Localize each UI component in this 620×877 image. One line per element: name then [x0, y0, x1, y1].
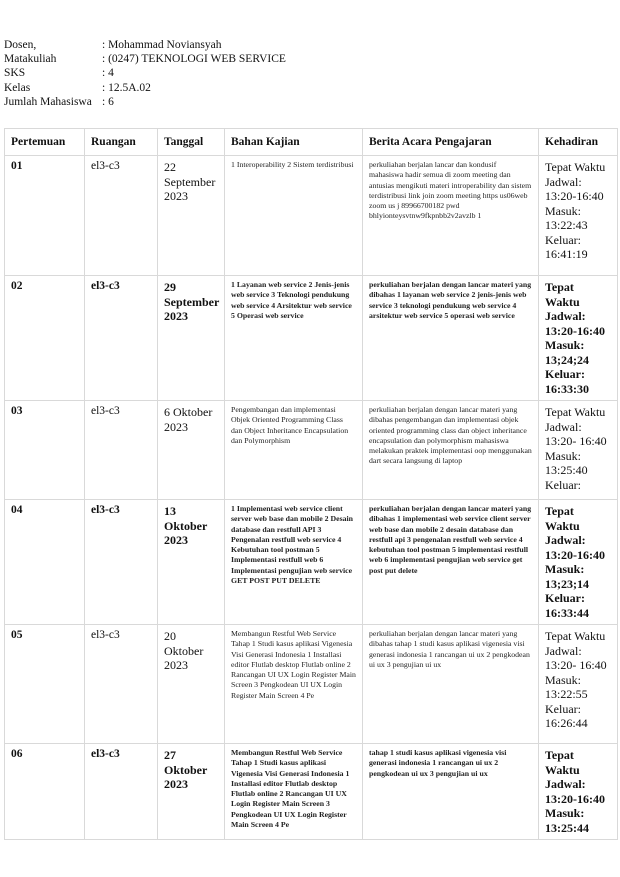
pertemuan-cell: 01 — [5, 156, 85, 276]
kehadiran-line: Jadwal: — [545, 643, 582, 658]
tanggal-line: Oktober — [164, 518, 208, 533]
kehadiran-line: Tepat Waktu — [545, 748, 580, 777]
kehadiran-line: Masuk: — [545, 562, 585, 576]
kehadiran-line: 13;23;14 — [545, 576, 589, 591]
kehadiran-line: Jadwal: — [545, 533, 586, 547]
tanggal-line: 2023 — [164, 419, 188, 434]
kehadiran-line: Keluar: — [545, 701, 581, 716]
info-value-matakuliah: : (0247) TEKNOLOGI WEB SERVICE — [102, 53, 286, 66]
column-header-kehadiran: Kehadiran — [539, 129, 618, 156]
kehadiran-line: Masuk: — [545, 203, 581, 218]
kehadiran-line: 16:33:44 — [545, 605, 589, 620]
kehadiran-line: 13:20-16:40 — [545, 547, 605, 562]
pertemuan-cell: 02 — [5, 276, 85, 401]
column-header-tanggal: Tanggal — [158, 129, 225, 156]
tanggal-cell — [158, 156, 225, 276]
kehadiran-line: 13:20-16:40 — [545, 323, 605, 338]
berita-acara-cell: perkuliahan berjalan dengan lancar materi yang dibahas tahap 1 studi kasus aplikasi vigenesia visi generasi indonesia 1 rancangan ui ux 2 pengkodean ui ux 3 pengujian ui ux — [363, 625, 539, 744]
course-info — [4, 38, 286, 109]
berita-acara-cell: perkuliahan berjalan dengan lancar materi yang dibahas 1 implementasi web service client server web base dan mobile 2 desain database dan restfull api 3 pengenalan restfull web service 4 kebutuhan tool postman 5 implementasi restfull web 6 implementasi pengujian web service get post put delete — [363, 500, 539, 625]
kehadiran-line: Tepat Waktu — [545, 405, 606, 419]
table-row — [5, 156, 618, 276]
table-row — [5, 500, 618, 625]
kehadiran-line: Tepat Waktu — [545, 280, 580, 309]
berita-acara-cell: perkuliahan berjalan dengan lancar materi yang dibahas pengembangan dan implementasi objek oriented programming class dan object inheritance encapsulation dan polymorphism mahasiswa melakukan praktek implementasi oop menggunakan dart secara langsung di laptop — [363, 401, 539, 500]
tanggal-line: September — [164, 294, 220, 309]
tanggal-line: 2023 — [164, 658, 188, 672]
ruangan-cell: el3-c3 — [85, 625, 158, 744]
kehadiran-line: 13:20-16:40 — [545, 791, 605, 806]
kehadiran-line: Keluar: — [545, 591, 585, 605]
table-row — [5, 625, 618, 744]
table-row — [5, 744, 618, 840]
info-label-kelas: Kelas — [4, 81, 31, 94]
kehadiran-line: Masuk: — [545, 338, 585, 352]
tanggal-line: 13 — [164, 504, 176, 518]
ruangan-cell: el3-c3 — [85, 276, 158, 401]
kehadiran-line: 16:33:30 — [545, 381, 589, 396]
tanggal-cell — [158, 744, 225, 840]
info-label-dosen: Dosen, — [4, 39, 37, 51]
bahan-kajian-cell: 1 Implementasi web service client server web base dan mobile 2 Desain database dan restfull API 3 Pengenalan restfull web service 4 Kebutuhan tool postman 5 Implementasi restfull web 6 Implementasi pengujian web service GET POST PUT DELETE — [225, 500, 363, 625]
kehadiran-line: Masuk: — [545, 806, 585, 820]
kehadiran-line: Jadwal: — [545, 777, 586, 791]
info-row-sks — [4, 66, 286, 80]
tanggal-cell — [158, 500, 225, 625]
table-header-row — [5, 129, 618, 156]
kehadiran-cell — [539, 276, 618, 401]
tanggal-cell — [158, 401, 225, 500]
kehadiran-line: 13:20-16:40 — [545, 189, 604, 203]
tanggal-line: 6 Oktober — [164, 405, 213, 419]
column-header-ruangan: Ruangan — [85, 129, 158, 156]
kehadiran-line: Masuk: — [545, 672, 581, 687]
kehadiran-cell — [539, 156, 618, 276]
pertemuan-cell: 03 — [5, 401, 85, 500]
tanggal-line: 29 — [164, 280, 176, 294]
column-header-bahan-kajian: Bahan Kajian — [225, 129, 363, 156]
kehadiran-line: 13:22:43 — [545, 218, 588, 232]
kehadiran-cell — [539, 401, 618, 500]
kehadiran-cell — [539, 500, 618, 625]
bahan-kajian-cell: Membangun Restful Web Service Tahap 1 Studi kasus aplikasi Vigenesia Visi Generasi Indonesia 1 Installasi editor Flutlab desktop Flutlab online 2 Rancangan UI UX Login Register Main Screen 3 Pengkodean UI UX Login Register Main Screen 4 Pe — [225, 744, 363, 840]
kehadiran-line: Jadwal: — [545, 309, 586, 323]
ruangan-cell: el3-c3 — [85, 744, 158, 840]
tanggal-line: 27 — [164, 748, 176, 762]
tanggal-line: 2023 — [164, 777, 188, 791]
kehadiran-cell — [539, 625, 618, 744]
berita-acara-cell: perkuliahan berjalan dengan lancar materi yang dibahas 1 layanan web service 2 jenis-jenis web service 3 teknologi pendukung web service 4 arsitektur web service 5 operasi web service — [363, 276, 539, 401]
tanggal-line: 20 — [164, 629, 176, 643]
kehadiran-line: Tepat Waktu — [545, 504, 580, 533]
kehadiran-line: 13;24;24 — [545, 352, 589, 367]
kehadiran-line: Jadwal: — [545, 419, 582, 434]
kehadiran-line: 13:25:44 — [545, 820, 589, 835]
tanggal-line: 2023 — [164, 189, 188, 203]
tanggal-line: 2023 — [164, 309, 188, 323]
info-value-dosen: : Mohammad Noviansyah — [102, 39, 222, 51]
column-header-berita-acara: Berita Acara Pengajaran — [363, 129, 539, 156]
tanggal-line: Oktober — [164, 762, 208, 777]
tanggal-cell — [158, 625, 225, 744]
table-row — [5, 401, 618, 500]
ruangan-cell: el3-c3 — [85, 156, 158, 276]
column-header-pertemuan: Pertemuan — [5, 129, 85, 156]
info-label-matakuliah: Matakuliah — [4, 53, 57, 66]
kehadiran-line: 16:26:44 — [545, 716, 588, 730]
info-value-jumlah-mahasiswa: : 6 — [102, 95, 114, 108]
tanggal-line: September — [164, 174, 216, 189]
tanggal-line: 22 — [164, 160, 176, 174]
kehadiran-line: Keluar: — [545, 232, 581, 247]
info-value-sks: : 4 — [102, 67, 114, 80]
info-row-kelas — [4, 81, 286, 95]
info-row-matakuliah — [4, 52, 286, 66]
kehadiran-line: 13:20- 16:40 — [545, 434, 607, 448]
tanggal-cell — [158, 276, 225, 401]
pertemuan-cell: 05 — [5, 625, 85, 744]
kehadiran-line: 13:22:55 — [545, 687, 588, 701]
info-row-jumlah-mahasiswa — [4, 95, 286, 109]
bahan-kajian-cell: 1 Interoperability 2 Sistem terdistribusi — [225, 156, 363, 276]
info-row-dosen — [4, 38, 286, 52]
info-label-jumlah-mahasiswa: Jumlah Mahasiswa — [4, 95, 92, 108]
table-row — [5, 276, 618, 401]
tanggal-line: Oktober — [164, 643, 204, 658]
kehadiran-line: Tepat Waktu — [545, 629, 606, 643]
ruangan-cell: el3-c3 — [85, 500, 158, 625]
info-value-kelas: : 12.5A.02 — [102, 81, 151, 94]
kehadiran-cell — [539, 744, 618, 840]
attendance-table — [4, 128, 618, 840]
info-label-sks: SKS — [4, 67, 26, 80]
tanggal-line: 2023 — [164, 533, 188, 547]
kehadiran-line: Jadwal: — [545, 174, 582, 189]
ruangan-cell: el3-c3 — [85, 401, 158, 500]
kehadiran-line: 16:41:19 — [545, 247, 588, 261]
pertemuan-cell: 04 — [5, 500, 85, 625]
berita-acara-cell: perkuliahan berjalan lancar dan kondusif mahasiswa hadir semua di zoom meeting dan antusias mengikuti materi introperability dan sistem terdistribusi link join zoom meeting https us06web zoom us j 89966700182 pwd bhlyionteysvtnw9fkpnbb2v2avzlb 1 — [363, 156, 539, 276]
kehadiran-line: Tepat Waktu — [545, 160, 606, 174]
pertemuan-cell: 06 — [5, 744, 85, 840]
kehadiran-line: 13:25:40 — [545, 463, 588, 477]
bahan-kajian-cell: Pengembangan dan implementasi Objek Oriented Programming Class dan Object Inheritance Encapsulation dan Polymorphism — [225, 401, 363, 500]
bahan-kajian-cell: 1 Layanan web service 2 Jenis-jenis web service 3 Teknologi pendukung web service 4 Arsitektur web service 5 Operasi web service — [225, 276, 363, 401]
kehadiran-line: Keluar: — [545, 477, 581, 492]
kehadiran-line: 13:20- 16:40 — [545, 658, 607, 672]
bahan-kajian-cell: Membangun Restful Web Service Tahap 1 Studi kasus aplikasi Vigenesia Visi Generasi Indonesia 1 Installasi editor Flutlab desktop Flutlab online 2 Rancangan UI UX Login Register Main Screen 3 Pengkodean UI UX Login Register Main Screen 4 Pe — [225, 625, 363, 744]
berita-acara-cell: tahap 1 studi kasus aplikasi vigenesia visi generasi indonesia 1 rancangan ui ux 2 pengkodean ui ux 3 pengujian ui ux — [363, 744, 539, 840]
kehadiran-line: Keluar: — [545, 367, 585, 381]
kehadiran-line: Masuk: — [545, 448, 581, 463]
